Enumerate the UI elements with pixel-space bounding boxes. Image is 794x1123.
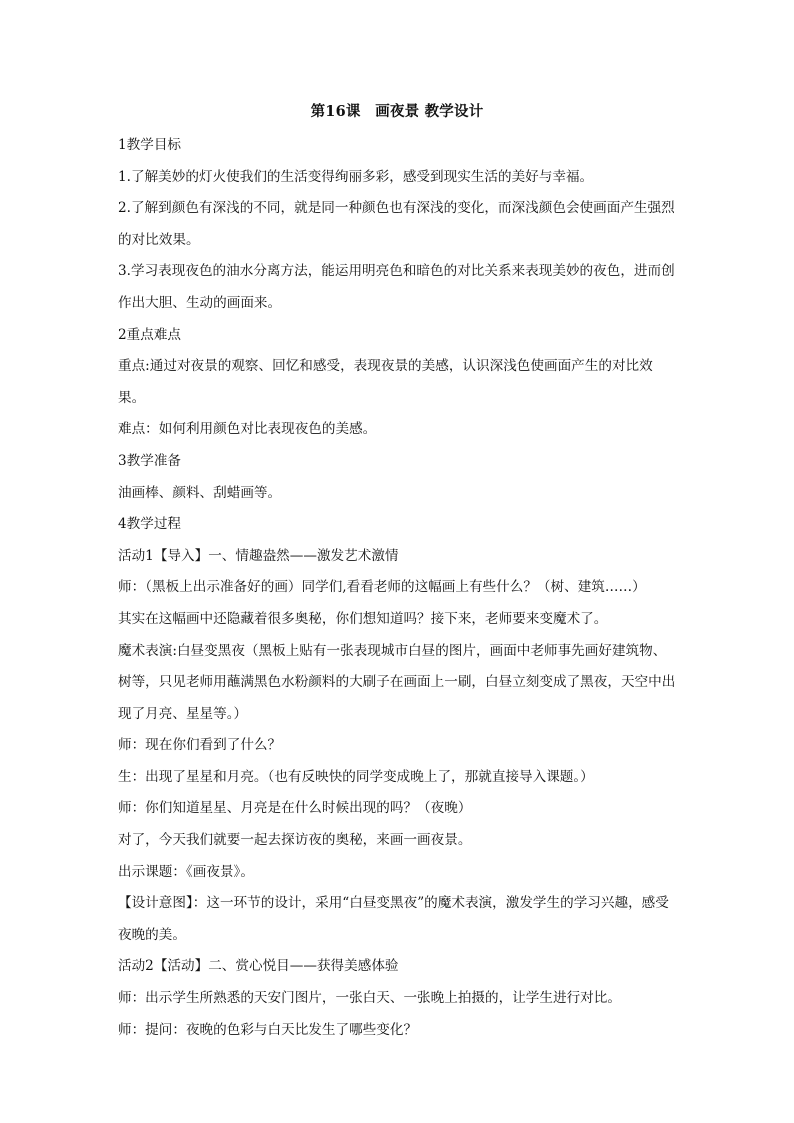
section-heading-process: 4教学过程 xyxy=(118,516,182,533)
paragraph-objective-1: 1.了解美妙的灯火使我们的生活变得绚丽多彩，感受到现实生活的美好与幸福。 xyxy=(118,168,594,185)
paragraph-today: 对了，今天我们就要一起去探访夜的奥秘，来画一画夜景。 xyxy=(118,832,472,849)
section-heading-objectives: 1教学目标 xyxy=(118,137,182,153)
paragraph-magic-show: 魔术表演:白昼变黑夜（黑板上贴有一张表现城市白昼的图片，画面中老师事先画好建筑物、树等，只见老师用蘸满黑色水粉颜料的大刷子在画面上一刷，白昼立刻变成了黑夜，天空中出现了月亮、星星等。） xyxy=(118,642,676,722)
paragraph-objective-2: 2.了解到颜色有深浅的不同，就是同一种颜色也有深浅的变化，而深浅颜色会使画面产生强烈的对比效果。 xyxy=(118,200,675,248)
paragraph-teacher-1: 师：（黑板上出示准备好的画）同学们,看看老师的这幅画上有些什么？（树、建筑……） xyxy=(118,579,646,596)
paragraph-topic: 出示课题：《画夜景》。 xyxy=(118,863,254,880)
paragraph-teacher-5: 师：提问：夜晚的色彩与白天比发生了哪些变化？ xyxy=(118,1021,418,1038)
paragraph-teacher-4: 师：出示学生所熟悉的天安门图片，一张白天、一张晚上拍摄的，让学生进行对比。 xyxy=(118,990,621,1007)
paragraph-activity-2: 活动2【活动】二、赏心悦目——获得美感体验 xyxy=(118,958,399,975)
section-heading-key-points: 2重点难点 xyxy=(118,326,182,343)
paragraph-activity-1: 活动1【导入】一、情趣盎然——激发艺术激情 xyxy=(118,547,399,564)
paragraph-materials: 油画棒、颜料、刮蜡画等。 xyxy=(118,484,282,501)
paragraph-design-intent: 【设计意图】：这一环节的设计，采用“白昼变黑夜”的魔术表演，激发学生的学习兴趣，感受夜晚的美。 xyxy=(118,895,669,943)
paragraph-teacher-3: 师：你们知道星星、月亮是在什么时候出现的吗？（夜晚） xyxy=(118,800,472,817)
paragraph-objective-3: 3.学习表现夜色的油水分离方法，能运用明亮色和暗色的对比关系来表现美妙的夜色，进而创作出大胆、生动的画面来。 xyxy=(118,263,675,311)
paragraph-key-point: 重点:通过对夜景的观察、回忆和感受，表现夜景的美感，认识深浅色使画面产生的对比效果。 xyxy=(118,358,653,406)
document-title: 第16课 画夜景 教学设计 xyxy=(310,103,484,120)
paragraph-difficulty: 难点：如何利用颜色对比表现夜色的美感。 xyxy=(118,421,377,438)
paragraph-teacher-2: 师：现在你们看到了什么？ xyxy=(118,737,282,754)
paragraph-student-1: 生：出现了星星和月亮。（也有反映快的同学变成晚上了，那就直接导入课题。） xyxy=(118,768,594,785)
paragraph-secret: 其实在这幅画中还隐藏着很多奥秘，你们想知道吗？接下来，老师要来变魔术了。 xyxy=(118,610,608,627)
document-body xyxy=(118,130,678,1046)
section-heading-preparation: 3教学准备 xyxy=(118,452,182,469)
